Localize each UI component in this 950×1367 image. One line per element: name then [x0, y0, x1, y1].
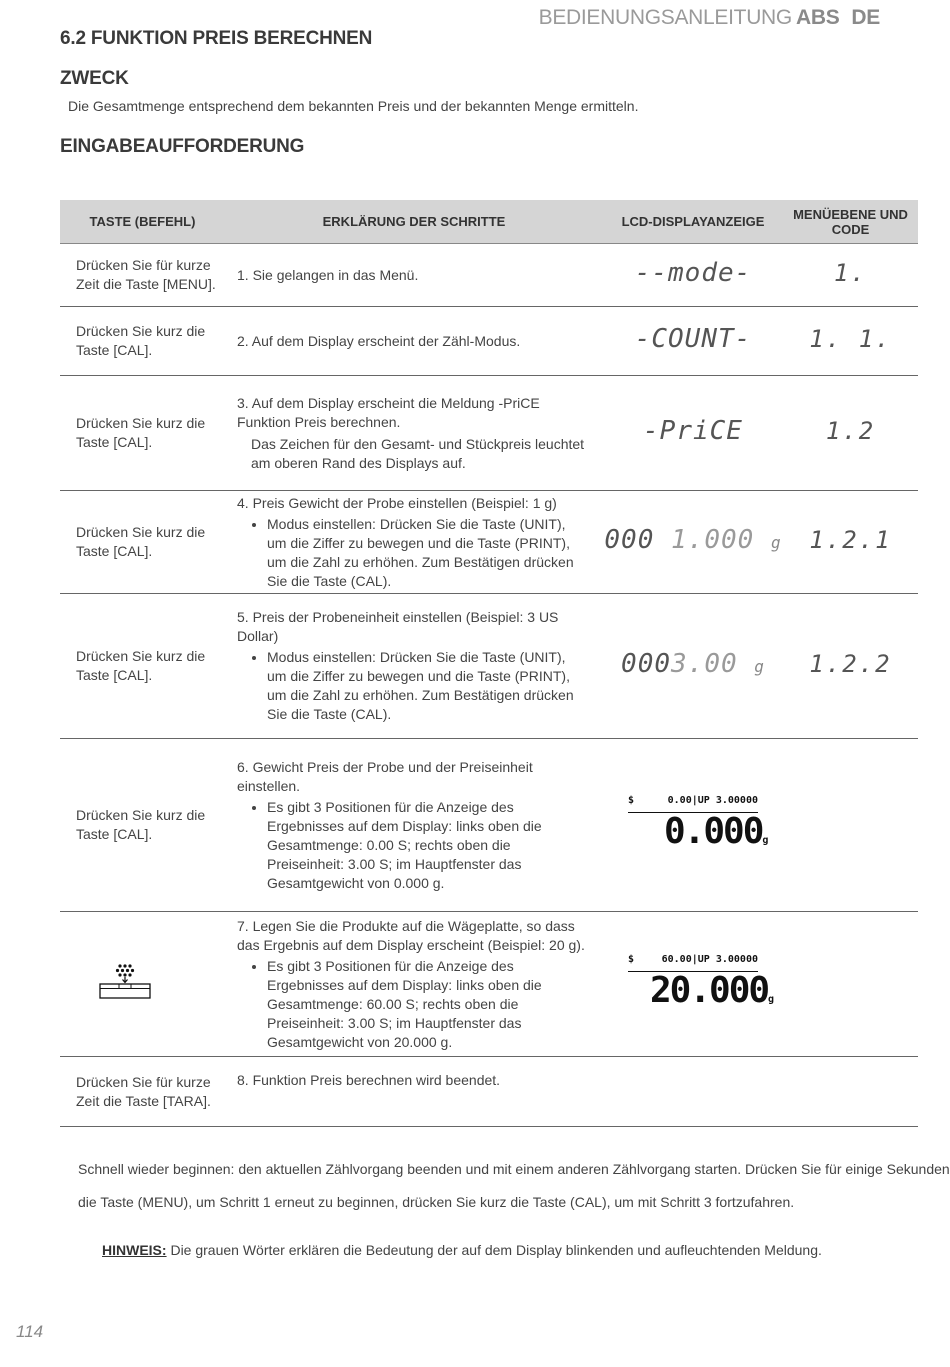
weight-unit: g [768, 993, 775, 1005]
step-text: 6. Gewicht Preis der Probe und der Preiseinheit einstellen. [237, 758, 533, 794]
lcd-unit: g [754, 657, 765, 676]
lcd-display [621, 649, 765, 679]
col-header-step: ERKLÄRUNG DER SCHRITTE [225, 200, 603, 244]
restart-note-line1: Schnell wieder beginnen: den aktuellen Zählvorgang beenden und mit einem anderen Zählvorgang starten. Drücken Sie für einige Sekunden [78, 1161, 950, 1177]
section-title: 6.2 FUNKTION PREIS BERECHNEN [60, 28, 373, 49]
total-price: 0.00 [667, 794, 692, 806]
key-cell: Drücken Sie kurz die Taste [CAL]. [60, 376, 225, 491]
zweck-text: Die Gesamtmenge entsprechend dem bekannten Preis und der bekannten Menge ermitteln. [68, 98, 639, 114]
step-bullet: • Modus einstellen: Drücken Sie die Taste (UNIT), um die Ziffer zu bewegen und die Taste (PRINT), um die Zahl zu erhöhen. Zum Bestätigen drücken Sie die Taste (CAL). [267, 648, 587, 724]
page-number: 114 [16, 1322, 44, 1341]
step-bullet: • Modus einstellen: Drücken Sie die Taste (UNIT), um die Ziffer zu bewegen und die Taste (PRINT), um die Zahl zu erhöhen. Zum Bestätigen drücken Sie die Taste (CAL). [267, 515, 587, 591]
table-row [60, 376, 918, 491]
key-cell: Drücken Sie für kurze Zeit die Taste [MENU]. [60, 244, 225, 307]
col-header-lcd: LCD-DISPLAYANZEIGE [603, 200, 783, 244]
step-cell: 8. Funktion Preis berechnen wird beendet. [225, 1057, 603, 1127]
lcd-digits-dark: 000 [621, 649, 672, 679]
lcd-digits-grey: 1.000 [671, 525, 755, 555]
hinweis-note [102, 1242, 822, 1258]
step-text: 7. Legen Sie die Produkte auf die Wägeplatte, so dass das Ergebnis auf dem Display erscheint (Beispiel: 20 g). [237, 917, 585, 953]
up-label: UP [697, 794, 710, 806]
lcd-unit: g [770, 533, 782, 552]
header-lang: DE [851, 6, 880, 29]
step-text: 3. Auf dem Display erscheint die Meldung -PriCE Funktion Preis berechnen. [237, 394, 540, 430]
lcd-display: --mode- [634, 258, 752, 288]
step-extra-text: Das Zeichen für den Gesamt- und Stückpreis leuchtet am oberen Rand des Displays auf. [251, 435, 585, 471]
menu-code: 1.2.2 [809, 650, 892, 678]
eingabe-heading: EINGABEAUFFORDERUNG [60, 136, 305, 157]
menu-code: 1.2.1 [809, 526, 892, 554]
key-cell: Drücken Sie für kurze Zeit die Taste [TARA]. [60, 1057, 225, 1127]
up-label: UP [697, 953, 710, 965]
step-text: 5. Preis der Probeneinheit einstellen (Beispiel: 3 US Dollar) [237, 609, 559, 644]
step-cell: 1. Sie gelangen in das Menü. [225, 244, 603, 307]
table-row [60, 594, 918, 739]
table-row [60, 491, 918, 594]
table-row [60, 244, 918, 307]
step-cell: 2. Auf dem Display erscheint der Zähl-Modus. [225, 307, 603, 376]
table-header-row [60, 200, 918, 244]
currency-symbol: $ [628, 794, 635, 806]
table-row [60, 307, 918, 376]
weight-value: 20.000 [650, 969, 769, 1011]
steps-table [60, 200, 918, 1127]
menu-code: 1. 1. [809, 325, 892, 353]
step-bullet: • Es gibt 3 Positionen für die Anzeige des Ergebnisses auf dem Display: links oben die Gesamtmenge: 0.00 S; rechts oben die Preiseinheit: 3.00 S; im Hauptfenster das Gesamtgewicht von 0.000 g. [267, 798, 587, 893]
lcd-digits-dark: 000 [604, 525, 655, 555]
header-brand: ABS [795, 6, 840, 29]
hinweis-text: Die grauen Wörter erklären die Bedeutung der auf dem Display blinkenden und aufleuchtenden Meldung. [166, 1242, 822, 1258]
weight-value: 0.000 [664, 810, 763, 852]
unit-price: 3.00000 [715, 953, 758, 965]
key-cell: Drücken Sie kurz die Taste [CAL]. [60, 594, 225, 739]
menu-code: 1. [834, 259, 867, 287]
weighing-plate-icon [98, 962, 152, 1002]
table-row [60, 912, 918, 1057]
running-header [539, 6, 880, 30]
scale-display: $ 0.00|UP 3.00000 0.000g [628, 791, 758, 860]
step-text: 4. Preis Gewicht der Probe einstellen (Beispiel: 1 g) [237, 494, 557, 511]
total-price: 60.00 [661, 953, 692, 965]
col-header-code: MENÜEBENE UND CODE [783, 200, 918, 244]
lcd-display: -PriCE [643, 416, 743, 446]
scale-display: $ 60.00|UP 3.00000 20.000g [628, 950, 758, 1019]
hinweis-label: HINWEIS: [102, 1242, 167, 1258]
step-bullet: • Es gibt 3 Positionen für die Anzeige des Ergebnisses auf dem Display: links oben die Gesamtmenge: 60.00 S; rechts oben die Preiseinheit: 3.00 S; im Hauptfenster das Gesamtgewicht von 20.000 g. [267, 957, 587, 1052]
zweck-heading: ZWECK [60, 68, 129, 89]
unit-price: 3.00000 [715, 794, 758, 806]
lcd-digits-grey: 3.00 [671, 649, 738, 679]
lcd-display [604, 525, 781, 555]
restart-note-line2: die Taste (MENU), um Schritt 1 erneut zu beginnen, drücken Sie kurz die Taste (CAL), um mit Schritt 3 fortzufahren. [78, 1194, 795, 1210]
weight-unit: g [762, 834, 769, 846]
col-header-key: TASTE (BEFEHL) [60, 200, 225, 244]
table-row [60, 739, 918, 912]
menu-code: 1.2 [825, 417, 876, 445]
header-title: BEDIENUNGSANLEITUNG [538, 6, 792, 29]
key-cell: Drücken Sie kurz die Taste [CAL]. [60, 739, 225, 912]
table-row [60, 1057, 918, 1127]
lcd-display: -COUNT- [634, 324, 752, 354]
key-cell: Drücken Sie kurz die Taste [CAL]. [60, 491, 225, 594]
currency-symbol: $ [628, 953, 635, 965]
key-cell: Drücken Sie kurz die Taste [CAL]. [60, 307, 225, 376]
